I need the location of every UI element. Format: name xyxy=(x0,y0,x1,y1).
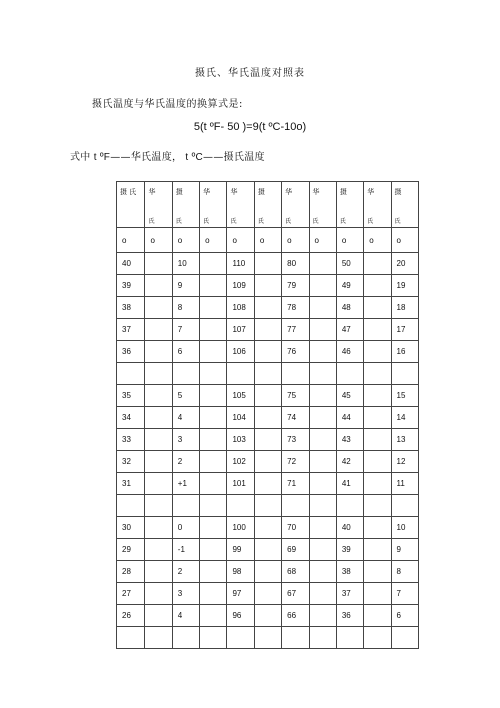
header-top-text: 华 xyxy=(203,188,211,196)
header-bottom-text: 氏 xyxy=(285,218,292,225)
table-cell xyxy=(200,319,227,341)
table-cell xyxy=(309,275,336,297)
unit-cell: o xyxy=(172,228,199,253)
table-cell xyxy=(309,495,336,517)
table-cell xyxy=(200,385,227,407)
table-cell xyxy=(309,429,336,451)
table-cell xyxy=(364,495,391,517)
table-cell: 26 xyxy=(117,605,145,627)
table-cell: 72 xyxy=(282,451,309,473)
unit-cell: o xyxy=(145,228,172,253)
table-cell xyxy=(254,429,281,451)
table-cell xyxy=(364,297,391,319)
table-cell xyxy=(254,473,281,495)
table-cell xyxy=(117,495,145,517)
table-cell: 104 xyxy=(227,407,254,429)
table-row xyxy=(117,473,419,495)
table-cell xyxy=(254,341,281,363)
table-cell: 40 xyxy=(336,517,363,539)
table-cell: 108 xyxy=(227,297,254,319)
table-cell: 96 xyxy=(227,605,254,627)
table-cell: 15 xyxy=(391,385,418,407)
table-cell xyxy=(254,451,281,473)
table-cell: 3 xyxy=(172,583,199,605)
unit-cell: o xyxy=(282,228,309,253)
table-cell xyxy=(145,561,172,583)
table-cell: 8 xyxy=(391,561,418,583)
unit-cell: o xyxy=(391,228,418,253)
table-cell: 78 xyxy=(282,297,309,319)
table-cell xyxy=(254,407,281,429)
table-cell: 31 xyxy=(117,473,145,495)
table-cell xyxy=(117,627,145,649)
table-cell xyxy=(200,275,227,297)
conversion-formula: 5(t ºF- 50 )=9(t ºC-10o) xyxy=(193,121,307,133)
table-row xyxy=(117,429,419,451)
table-cell: 37 xyxy=(117,319,145,341)
table-cell xyxy=(254,495,281,517)
table-cell xyxy=(364,539,391,561)
table-cell: 100 xyxy=(227,517,254,539)
table-cell xyxy=(309,385,336,407)
table-cell xyxy=(309,319,336,341)
table-cell xyxy=(200,539,227,561)
table-cell xyxy=(309,517,336,539)
table-cell: 10 xyxy=(172,253,199,275)
unit-cell: o xyxy=(227,228,254,253)
header-top-text: 摄 xyxy=(339,188,347,196)
table-cell: 29 xyxy=(117,539,145,561)
table-cell: 103 xyxy=(227,429,254,451)
table-cell xyxy=(254,385,281,407)
table-cell xyxy=(117,363,145,385)
table-cell xyxy=(172,627,199,649)
table-cell xyxy=(227,495,254,517)
table-cell xyxy=(364,363,391,385)
table-cell xyxy=(364,429,391,451)
header-bottom-text: 氏 xyxy=(175,218,182,225)
legend-f-desc: ——华氏温度， xyxy=(110,152,183,163)
unit-cell: o xyxy=(309,228,336,253)
table-cell xyxy=(145,319,172,341)
header-top-text: 华 xyxy=(367,188,375,196)
table-row xyxy=(117,517,419,539)
table-cell: 0 xyxy=(172,517,199,539)
header-bottom-text: 氏 xyxy=(367,218,374,225)
table-cell: 101 xyxy=(227,473,254,495)
table-cell: 71 xyxy=(282,473,309,495)
table-cell xyxy=(364,451,391,473)
table-cell: 76 xyxy=(282,341,309,363)
table-row xyxy=(117,385,419,407)
header-cell xyxy=(172,182,199,228)
table-row xyxy=(117,561,419,583)
header-cell xyxy=(391,182,418,228)
header-top-text: 摄 xyxy=(175,188,183,196)
header-bottom-text: 氏 xyxy=(339,218,346,225)
header-cell xyxy=(117,182,145,228)
table-cell: 43 xyxy=(336,429,363,451)
header-top-text: 华 xyxy=(148,188,156,196)
table-cell: 2 xyxy=(172,451,199,473)
header-cell xyxy=(227,182,254,228)
table-cell xyxy=(309,407,336,429)
table-row xyxy=(117,407,419,429)
table-cell xyxy=(227,363,254,385)
table-cell: 80 xyxy=(282,253,309,275)
table-cell: 17 xyxy=(391,319,418,341)
table-cell xyxy=(145,297,172,319)
table-cell xyxy=(364,385,391,407)
table-cell xyxy=(336,495,363,517)
table-cell xyxy=(282,495,309,517)
table-cell xyxy=(254,627,281,649)
header-cell xyxy=(254,182,281,228)
table-cell: 44 xyxy=(336,407,363,429)
table-cell xyxy=(336,627,363,649)
table-row xyxy=(117,539,419,561)
table-cell: 4 xyxy=(172,407,199,429)
header-top-text: 华 xyxy=(285,188,293,196)
table-cell xyxy=(364,275,391,297)
table-row xyxy=(117,297,419,319)
table-cell xyxy=(200,341,227,363)
table-cell: 74 xyxy=(282,407,309,429)
table-cell xyxy=(364,561,391,583)
table-cell xyxy=(309,363,336,385)
table-cell: 107 xyxy=(227,319,254,341)
header-cell xyxy=(309,182,336,228)
table-cell: 7 xyxy=(391,583,418,605)
table-cell: 98 xyxy=(227,561,254,583)
table-cell: 19 xyxy=(391,275,418,297)
table-cell: 33 xyxy=(117,429,145,451)
table-cell xyxy=(309,297,336,319)
table-cell: 75 xyxy=(282,385,309,407)
table-cell xyxy=(364,627,391,649)
table-cell: 70 xyxy=(282,517,309,539)
table-cell xyxy=(145,341,172,363)
table-cell xyxy=(200,627,227,649)
table-cell xyxy=(145,517,172,539)
table-cell xyxy=(309,253,336,275)
table-cell: 45 xyxy=(336,385,363,407)
table-cell xyxy=(254,275,281,297)
table-cell xyxy=(145,583,172,605)
table-cell: 109 xyxy=(227,275,254,297)
header-top-text: 摄 xyxy=(394,188,402,196)
table-cell xyxy=(145,253,172,275)
table-cell: 4 xyxy=(172,605,199,627)
table-cell xyxy=(282,363,309,385)
table-cell: -1 xyxy=(172,539,199,561)
table-row xyxy=(117,275,419,297)
table-cell xyxy=(145,605,172,627)
table-cell xyxy=(364,341,391,363)
table-cell xyxy=(364,473,391,495)
table-cell xyxy=(391,495,418,517)
table-cell xyxy=(200,407,227,429)
table-cell xyxy=(391,363,418,385)
table-cell: 16 xyxy=(391,341,418,363)
table-cell xyxy=(200,561,227,583)
table-cell xyxy=(200,253,227,275)
unit-cell: o xyxy=(117,228,145,253)
table-cell: 11 xyxy=(391,473,418,495)
table-cell: 2 xyxy=(172,561,199,583)
table-cell xyxy=(254,297,281,319)
table-cell: 36 xyxy=(117,341,145,363)
table-cell xyxy=(145,275,172,297)
table-row xyxy=(117,605,419,627)
unit-cell: o xyxy=(336,228,363,253)
table-row xyxy=(117,583,419,605)
legend-prefix: 式中 xyxy=(70,152,91,163)
table-cell: 13 xyxy=(391,429,418,451)
table-cell: 41 xyxy=(336,473,363,495)
table-cell xyxy=(200,473,227,495)
legend-c-symbol: t ºC xyxy=(182,152,204,163)
page-title: 摄氏、华氏温度对照表 xyxy=(195,68,305,79)
table-cell xyxy=(145,451,172,473)
table-cell xyxy=(145,363,172,385)
table-cell xyxy=(364,605,391,627)
table-cell xyxy=(227,627,254,649)
table-cell xyxy=(145,385,172,407)
table-row xyxy=(117,319,419,341)
table-cell xyxy=(200,451,227,473)
header-top-text: 华 xyxy=(230,188,238,196)
table-cell xyxy=(364,583,391,605)
table-cell: 102 xyxy=(227,451,254,473)
header-bottom-text: 氏 xyxy=(257,218,264,225)
table-cell xyxy=(145,539,172,561)
table-cell xyxy=(364,407,391,429)
table-spacer-row xyxy=(117,363,419,385)
table-cell: +1 xyxy=(172,473,199,495)
table-cell: 97 xyxy=(227,583,254,605)
table-cell xyxy=(172,495,199,517)
table-cell xyxy=(200,297,227,319)
table-cell xyxy=(309,451,336,473)
table-cell xyxy=(309,583,336,605)
table-cell: 46 xyxy=(336,341,363,363)
table-cell xyxy=(391,627,418,649)
header-bottom-text: 氏 xyxy=(230,218,237,225)
legend-c-desc: ——摄氏温度 xyxy=(203,152,265,163)
table-cell: 3 xyxy=(172,429,199,451)
table-cell xyxy=(200,517,227,539)
table-spacer-row xyxy=(117,495,419,517)
table-cell xyxy=(254,539,281,561)
table-cell xyxy=(254,561,281,583)
table-cell: 6 xyxy=(391,605,418,627)
table-spacer-row xyxy=(117,627,419,649)
header-top-text: 摄 氏 xyxy=(120,188,137,196)
table-cell: 49 xyxy=(336,275,363,297)
table-cell xyxy=(200,363,227,385)
table-cell: 69 xyxy=(282,539,309,561)
table-cell: 42 xyxy=(336,451,363,473)
table-cell xyxy=(254,583,281,605)
table-cell: 106 xyxy=(227,341,254,363)
table-cell: 30 xyxy=(117,517,145,539)
header-bottom-text: 氏 xyxy=(148,218,155,225)
table-cell: 47 xyxy=(336,319,363,341)
table-header-row xyxy=(117,182,419,228)
table-cell: 37 xyxy=(336,583,363,605)
table-cell xyxy=(200,495,227,517)
header-top-text: 摄 xyxy=(257,188,265,196)
table-cell: 35 xyxy=(117,385,145,407)
table-cell xyxy=(200,605,227,627)
table-cell xyxy=(200,583,227,605)
legend-f-symbol: t ºF xyxy=(90,152,111,163)
table-cell: 9 xyxy=(391,539,418,561)
table-cell: 28 xyxy=(117,561,145,583)
header-cell xyxy=(282,182,309,228)
table-cell xyxy=(200,429,227,451)
header-top-text: 华 xyxy=(312,188,320,196)
table-cell: 66 xyxy=(282,605,309,627)
table-cell xyxy=(254,605,281,627)
table-cell xyxy=(145,473,172,495)
header-bottom-text: 氏 xyxy=(203,218,210,225)
table-cell: 18 xyxy=(391,297,418,319)
table-cell: 10 xyxy=(391,517,418,539)
table-cell xyxy=(282,627,309,649)
unit-cell: o xyxy=(364,228,391,253)
table-cell: 105 xyxy=(227,385,254,407)
table-cell xyxy=(254,517,281,539)
table-cell xyxy=(145,429,172,451)
table-cell: 67 xyxy=(282,583,309,605)
table-cell xyxy=(309,627,336,649)
table-cell: 34 xyxy=(117,407,145,429)
table-cell: 39 xyxy=(336,539,363,561)
table-cell: 7 xyxy=(172,319,199,341)
table-cell: 9 xyxy=(172,275,199,297)
table-cell: 20 xyxy=(391,253,418,275)
table-cell: 39 xyxy=(117,275,145,297)
table-cell: 36 xyxy=(336,605,363,627)
table-cell: 14 xyxy=(391,407,418,429)
table-cell xyxy=(309,539,336,561)
table-cell: 110 xyxy=(227,253,254,275)
table-cell xyxy=(309,341,336,363)
header-bottom-text: 氏 xyxy=(312,218,319,225)
table-cell xyxy=(145,627,172,649)
table-cell xyxy=(254,253,281,275)
table-cell: 50 xyxy=(336,253,363,275)
table-cell: 38 xyxy=(117,297,145,319)
table-cell xyxy=(309,473,336,495)
table-row xyxy=(117,451,419,473)
table-row xyxy=(117,253,419,275)
table-cell: 27 xyxy=(117,583,145,605)
table-cell: 79 xyxy=(282,275,309,297)
table-cell xyxy=(172,363,199,385)
table-cell: 99 xyxy=(227,539,254,561)
header-bottom-text: 氏 xyxy=(394,218,401,225)
header-cell xyxy=(336,182,363,228)
formula-intro: 摄氏温度与华氏温度的换算式是: xyxy=(92,99,243,110)
table-cell xyxy=(364,319,391,341)
table-cell: 6 xyxy=(172,341,199,363)
table-cell: 73 xyxy=(282,429,309,451)
table-cell: 40 xyxy=(117,253,145,275)
unit-cell: o xyxy=(200,228,227,253)
header-cell xyxy=(200,182,227,228)
table-unit-row xyxy=(117,228,419,253)
table-cell: 77 xyxy=(282,319,309,341)
table-cell xyxy=(254,363,281,385)
table-cell: 12 xyxy=(391,451,418,473)
header-cell xyxy=(145,182,172,228)
table-cell xyxy=(254,319,281,341)
table-cell: 48 xyxy=(336,297,363,319)
table-cell: 38 xyxy=(336,561,363,583)
temperature-table xyxy=(116,181,419,649)
table-cell xyxy=(145,407,172,429)
table-cell xyxy=(309,605,336,627)
table-cell: 32 xyxy=(117,451,145,473)
table-row xyxy=(117,341,419,363)
table-cell: 8 xyxy=(172,297,199,319)
table-cell xyxy=(309,561,336,583)
unit-cell: o xyxy=(254,228,281,253)
table-cell xyxy=(145,495,172,517)
table-cell: 68 xyxy=(282,561,309,583)
header-cell xyxy=(364,182,391,228)
table-cell xyxy=(364,253,391,275)
table-cell xyxy=(336,363,363,385)
table-cell xyxy=(364,517,391,539)
formula-legend xyxy=(70,148,265,163)
table-cell: 5 xyxy=(172,385,199,407)
